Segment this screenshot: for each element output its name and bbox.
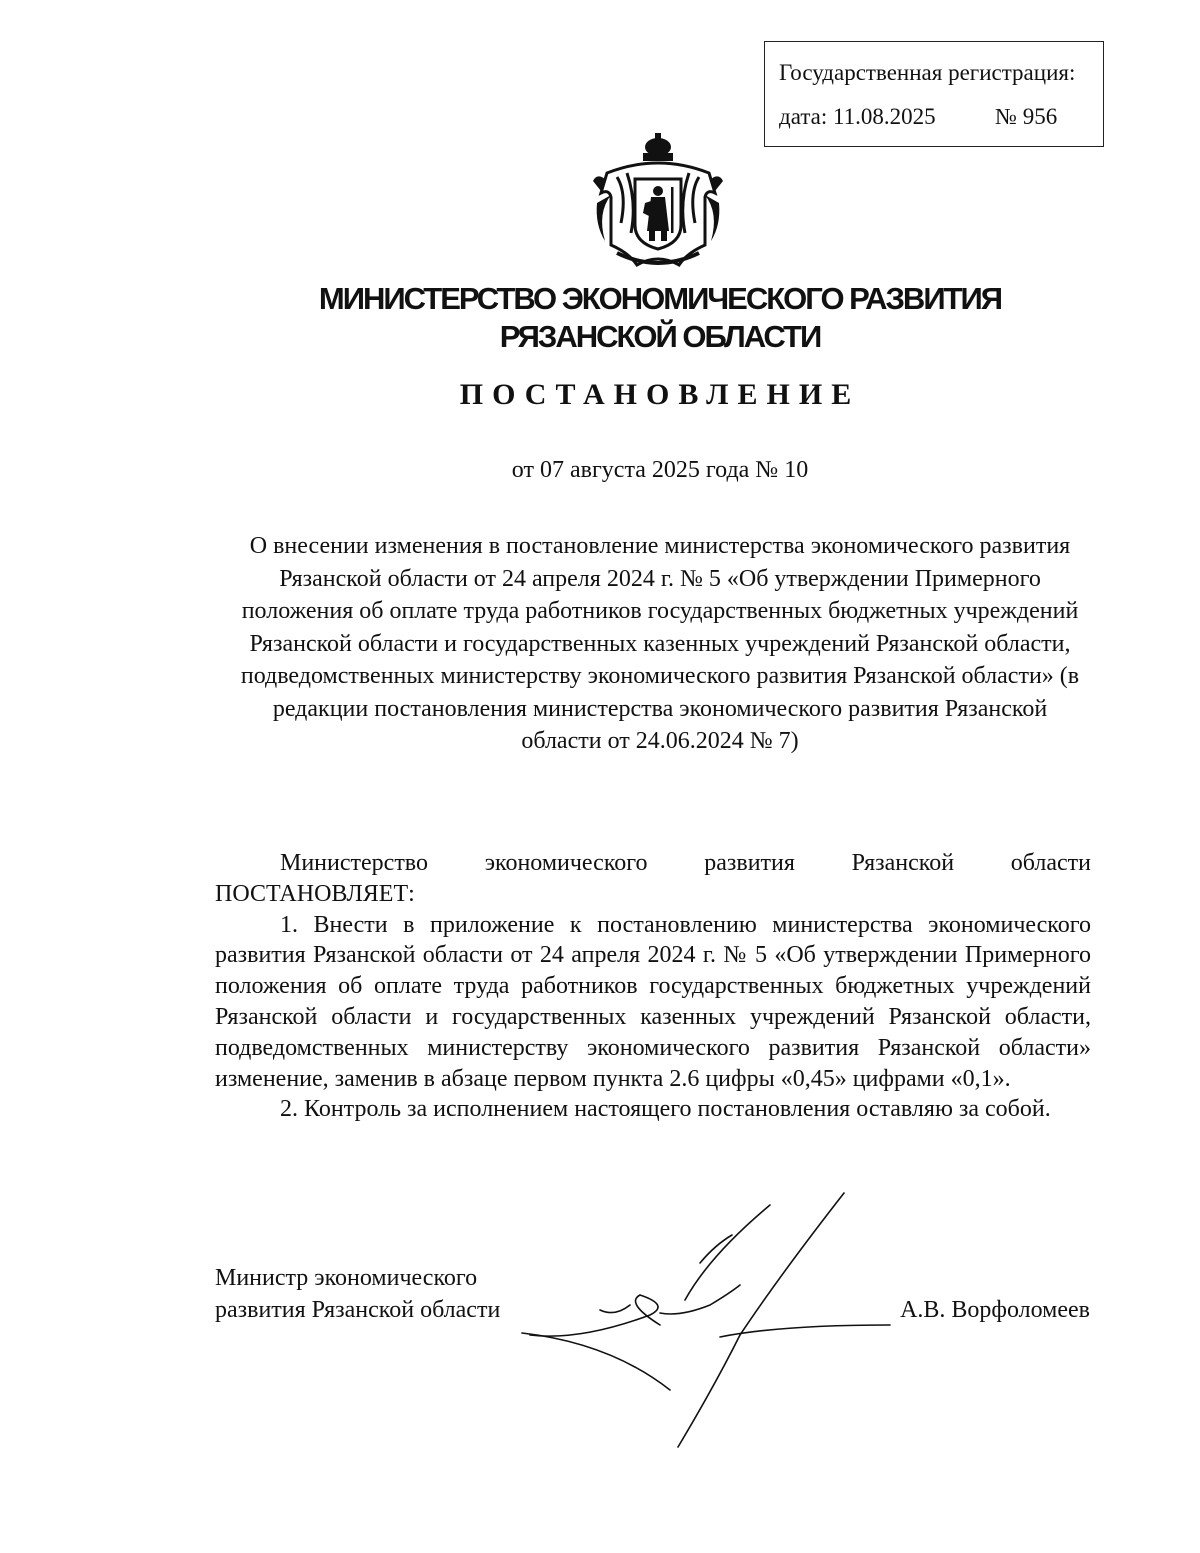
registration-stamp: [764, 41, 1104, 147]
signatory-position-line1: Министр экономического: [215, 1265, 478, 1291]
document-type: ПОСТАНОВЛЕНИЕ: [459, 378, 861, 411]
registration-title: Государственная регистрация:: [779, 60, 1076, 85]
ministry-name: [0, 280, 1200, 356]
handwritten-signature-icon: [500, 1185, 900, 1455]
ministry-name-line1: МИНИСТЕРСТВО ЭКОНОМИЧЕСКОГО РАЗВИТИЯ: [318, 281, 1002, 316]
signatory-position: [215, 1262, 500, 1326]
item-1-paragraph: 1. Внести в приложение к постановлению министерства экономического развития Рязанской области от 24 апреля 2024 г. № 5 «Об утверждении Примерного положения об оплате труда работников государственных бюджетных учреждений Рязанской области и государственных казенных учреждений Рязанской области, подведомственных министерству экономического развития Рязанской области» изменение, заменив в абзаце первом пункта 2.6 цифры «0,45» цифрами «0,1».: [215, 911, 1091, 1092]
ryazan-coat-of-arms-icon: [587, 133, 729, 273]
registration-date: дата: 11.08.2025: [779, 104, 936, 129]
signatory-name: А.В. Ворфоломеев: [900, 1297, 1090, 1323]
document-subject: О внесении изменения в постановление министерства экономического развития Рязанской области от 24 апреля 2024 г. № 5 «Об утверждении Примерного положения об оплате труда работников государственных бюджетных учреждений Рязанской области и государственных казенных учреждений Рязанской области, подведомственных министерству экономического развития Рязанской области» (в редакции постановления министерства экономического развития Рязанской области от 24.06.2024 № 7): [240, 533, 1080, 754]
signatory-position-line2: развития Рязанской области: [215, 1297, 501, 1323]
document-body: [215, 848, 1091, 1125]
ministry-name-line2: РЯЗАНСКОЙ ОБЛАСТИ: [499, 319, 821, 354]
document-date: от 07 августа 2025 года № 10: [511, 457, 809, 483]
registration-number: № 956: [995, 104, 1058, 129]
preamble-paragraph: Министерство экономического развития Рязанской области ПОСТАНОВЛЯЕТ:: [215, 850, 1091, 907]
item-2-paragraph: 2. Контроль за исполнением настоящего постановления оставляю за собой.: [280, 1096, 1051, 1123]
